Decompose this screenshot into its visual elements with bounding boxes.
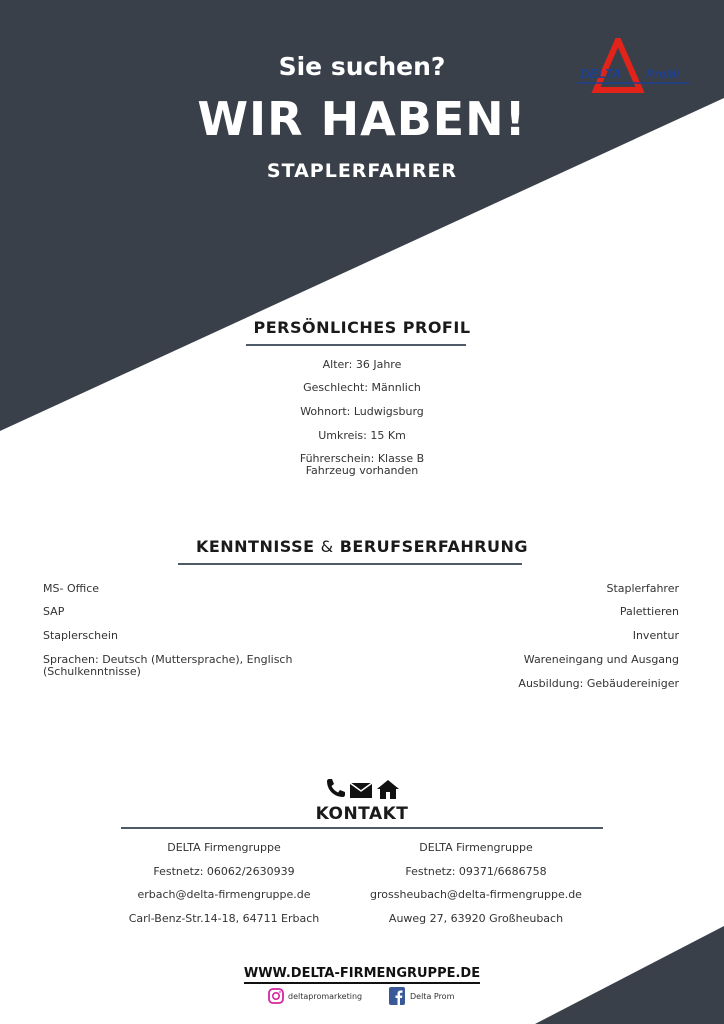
profile-residence: Wohnort: Ludwigsburg [300,405,424,418]
contact-left-address: Carl-Benz-Str.14-18, 64711 Erbach [128,912,320,925]
skill-left-item: Staplerschein [43,629,118,642]
header-question: Sie suchen? [278,52,446,81]
skill-left-item: (Schulkenntnisse) [43,665,141,678]
website-link[interactable] [0,966,724,981]
skills-title-part1: KENNTNISSE [195,537,315,556]
profile-license: Führerschein: Klasse B [299,452,425,465]
instagram-handle: deltapromarketing [288,991,363,1001]
skills-section-title [0,537,724,556]
profile-divider [246,344,466,346]
facebook-link[interactable] [389,987,454,1005]
instagram-icon [268,988,284,1004]
profile-age: Alter: 36 Jahre [322,358,402,371]
contact-right-company: DELTA Firmengruppe [419,841,533,854]
profile-section-title: PERSÖNLICHES PROFIL [253,318,471,337]
experience-right-item: Staplerfahrer [606,582,679,595]
skills-title-amp: & [320,537,334,556]
skills-divider [178,563,522,565]
experience-right-item: Palettieren [619,605,679,618]
contact-icons [324,778,404,802]
facebook-name: Delta Prom [410,991,455,1001]
facebook-icon [389,987,405,1005]
contact-left-phone[interactable]: Festnetz: 06062/2630939 [153,865,295,878]
skill-left-item: Sprachen: Deutsch (Muttersprache), Englisch [43,653,293,666]
instagram-link[interactable] [268,988,362,1004]
skills-title-part2: BERUFSERFAHRUNG [339,537,529,556]
profile-gender: Geschlecht: Männlich [303,381,421,394]
header-headline: WIR HABEN! [197,92,527,146]
experience-right-item: Inventur [632,629,679,642]
experience-right-item: Wareneingang und Ausgang [523,653,679,666]
profile-vehicle: Fahrzeug vorhanden [305,464,419,477]
mail-icon [350,783,372,798]
contact-right-address: Auweg 27, 63920 Großheubach [388,912,564,925]
header-job-title: STAPLERFAHRER [266,160,458,182]
logo-left-text: DELTA [580,66,622,81]
contact-left-company: DELTA Firmengruppe [167,841,281,854]
contact-left-email[interactable]: erbach@delta-firmengruppe.de [137,888,311,901]
home-icon [377,780,399,799]
skill-left-item: MS- Office [43,582,100,595]
skill-left-item: SAP [43,605,65,618]
logo-right-text: ProMi [646,67,680,81]
contact-divider [121,827,603,829]
contact-right-phone[interactable]: Festnetz: 09371/6686758 [405,865,547,878]
contact-section-title: KONTAKT [315,804,409,824]
profile-radius: Umkreis: 15 Km [318,429,406,442]
website-link-text: WWW.DELTA-FIRMENGRUPPE.DE [244,966,480,984]
experience-right-item: Ausbildung: Gebäudereiniger [518,677,679,690]
contact-right-email[interactable]: grossheubach@delta-firmengruppe.de [370,888,582,901]
phone-icon [327,779,345,797]
